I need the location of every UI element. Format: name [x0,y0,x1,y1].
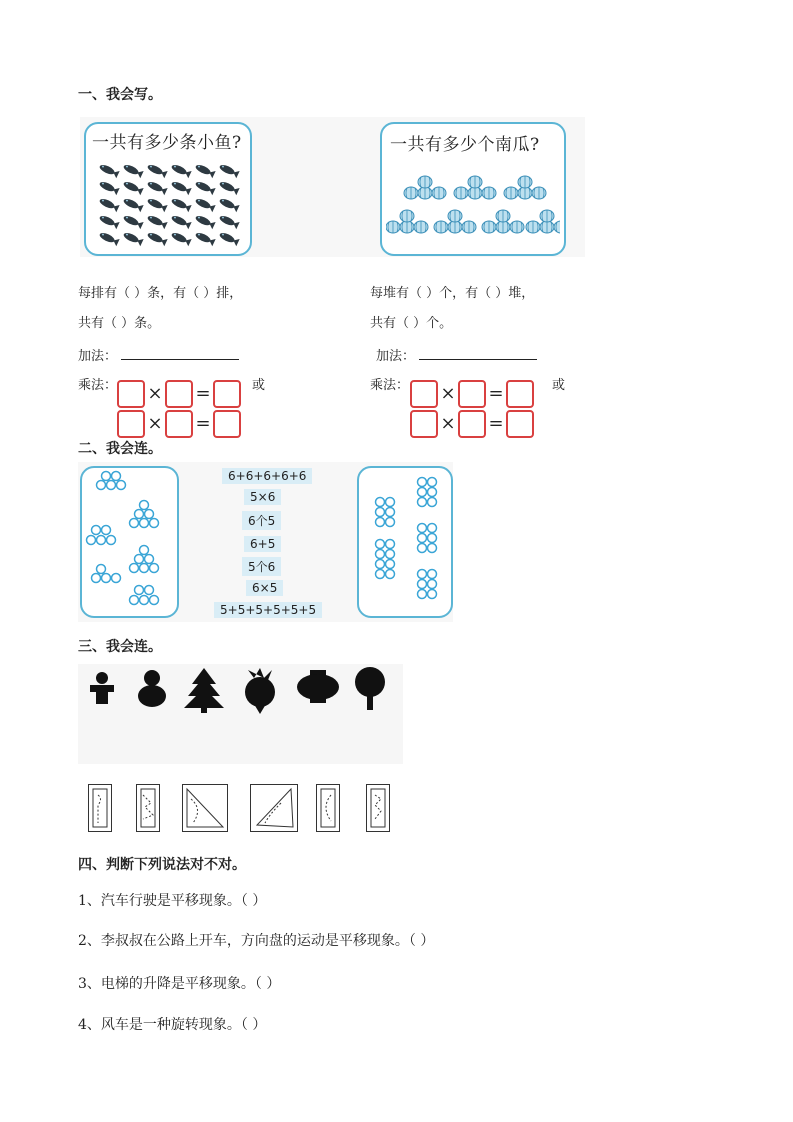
fish-icon [146,231,168,247]
fish-addition-blank[interactable] [121,349,239,360]
folded-paper-arc-icon [317,785,339,831]
answer-box[interactable] [117,380,145,408]
folded-paper-triangle-icon [183,785,227,831]
fish-icon [98,197,120,213]
fish-icon [98,180,120,196]
pumpkin-icon [468,187,482,199]
fish-icon [218,180,240,196]
judgement-item-4: 4、风车是一种旋转现象。（ ） [78,1017,267,1033]
silhouette-row [84,664,394,716]
fish-icon [218,214,240,230]
pumpkin-icon [496,221,510,233]
fish-icon [146,197,168,213]
pumpkin-icon [400,210,414,222]
fish-icon [194,180,216,196]
pine-tree-silhouette-icon [184,668,224,713]
lantern-silhouette-icon [297,670,339,703]
fish-icon [122,214,144,230]
pumpkin-icon [468,176,482,188]
answer-box[interactable] [213,380,241,408]
folded-paper-frame[interactable] [366,784,390,832]
pumpkin-question-line2: 共有（ ）个。 [370,316,453,331]
answer-box[interactable] [165,410,193,438]
fish-question-line2: 共有（ ）条。 [78,316,161,331]
pumpkin-addition-row [376,345,537,364]
pumpkin-icon [518,176,532,188]
fish-icon [122,180,144,196]
pumpkin-addition-label: 加法： [376,349,416,364]
fish-icon [170,197,192,213]
folded-paper-wedge-icon [251,785,297,831]
expression-label[interactable]: 5×6 [244,489,281,505]
section2-heading: 二、我会连。 [78,441,162,457]
circle-groups-panel-right [357,466,453,618]
pumpkin-icon [418,187,432,199]
answer-box[interactable] [165,380,193,408]
judgement-item-1: 1、汽车行驶是平移现象。（ ） [78,893,267,909]
pumpkin-question-line1: 每堆有（ ）个，有（ ）堆， [370,286,535,301]
answer-box[interactable] [458,380,486,408]
expression-label[interactable]: 6+5 [244,536,281,552]
pumpkin-icon [448,221,462,233]
fish-icon [194,214,216,230]
fish-addition-row [78,345,239,364]
fish-icon [98,231,120,247]
pumpkin-icon [526,221,540,233]
fish-icon [194,197,216,213]
pumpkin-icon [454,187,468,199]
times-sign: × [147,383,163,404]
answer-box[interactable] [410,380,438,408]
pumpkin-addition-blank[interactable] [419,349,537,360]
fish-icon [122,197,144,213]
answer-box[interactable] [213,410,241,438]
times-sign: × [440,383,456,404]
fish-icon [170,180,192,196]
pumpkin-pile [482,210,524,233]
pumpkin-mul-row-2 [410,410,534,438]
folded-paper-frame[interactable] [250,784,298,832]
pumpkin-panel [380,122,566,256]
fish-multiplication-label: 乘法： [78,378,118,393]
fish-panel [84,122,252,256]
equals-sign: = [195,413,211,434]
fish-icon [146,163,168,179]
expression-label[interactable]: 5+5+5+5+5+5 [214,602,322,618]
fish-addition-label: 加法： [78,349,118,364]
answer-box[interactable] [506,380,534,408]
pumpkin-icon [448,210,462,222]
pumpkin-icon [432,187,446,199]
pumpkin-icon [510,221,524,233]
folded-paper-tree-icon [137,785,159,831]
answer-box[interactable] [506,410,534,438]
fish-icon [146,180,168,196]
pumpkin-icon [482,187,496,199]
fish-icon [170,163,192,179]
answer-box[interactable] [458,410,486,438]
fish-question-line1: 每排有（ ）条，有（ ）排， [78,286,243,301]
pumpkin-icon [532,187,546,199]
expression-label[interactable]: 6个5 [242,511,281,530]
pumpkin-icon [404,187,418,199]
times-sign: × [147,413,163,434]
pumpkin-pile [434,210,476,233]
pumpkin-icon [462,221,476,233]
fish-icon [218,197,240,213]
folded-paper-frame[interactable] [316,784,340,832]
radish-silhouette-icon [245,668,275,714]
answer-box[interactable] [117,410,145,438]
fish-icon [170,231,192,247]
expression-label[interactable]: 6×5 [246,580,283,596]
answer-box[interactable] [410,410,438,438]
pumpkin-pile [454,176,496,199]
pumpkin-icon [540,221,554,233]
judgement-item-3: 3、电梯的升降是平移现象。（ ） [78,976,281,992]
gourd-silhouette-icon [138,670,166,707]
pumpkin-icon [540,210,554,222]
fish-mul-row-2 [117,410,241,438]
folded-paper-frame[interactable] [88,784,112,832]
fish-icon [98,214,120,230]
pumpkin-panel-title: 一共有多少个南瓜? [390,135,540,155]
section3-heading: 三、我会连。 [78,639,162,655]
folded-paper-notch-icon [367,785,389,831]
fish-icon [218,163,240,179]
pumpkin-pile [526,210,560,233]
pumpkin-icon [414,221,428,233]
fish-mul-row-1 [117,380,241,408]
equals-sign: = [195,383,211,404]
circle-groups-panel-left [80,466,179,618]
pumpkin-icon [418,176,432,188]
pumpkin-multiplication-label: 乘法： [370,378,410,393]
pumpkin-icon [518,187,532,199]
pumpkin-pile [386,210,428,233]
folded-paper-frame[interactable] [182,784,228,832]
section4-heading: 四、判断下列说法对不对。 [78,857,246,873]
folded-paper-figure-icon [89,785,111,831]
pumpkin-or-label: 或 [552,378,566,393]
pumpkin-pile [404,176,446,199]
equals-sign: = [488,383,504,404]
pumpkin-icon [504,187,518,199]
fish-icon [170,214,192,230]
pumpkin-icon [496,210,510,222]
section1-heading: 一、我会写。 [78,87,162,103]
pumpkin-icon [386,221,400,233]
fish-or-label: 或 [252,378,266,393]
expression-label[interactable]: 6+6+6+6+6 [222,468,312,484]
judgement-item-2: 2、李叔叔在公路上开车，方向盘的运动是平移现象。（ ） [78,933,435,949]
fish-panel-title: 一共有多少条小鱼? [92,133,242,153]
pumpkin-icon [400,221,414,233]
pumpkin-piles [386,160,560,248]
folded-paper-frame[interactable] [136,784,160,832]
expression-label[interactable]: 5个6 [242,557,281,576]
pumpkin-mul-row-1 [410,380,534,408]
fish-grid [94,160,242,248]
fish-icon [218,231,240,247]
fish-icon [122,231,144,247]
circle-groups-right [359,468,451,616]
fish-icon [122,163,144,179]
equals-sign: = [488,413,504,434]
figure-silhouette-icon [90,672,114,704]
pumpkin-icon [554,221,560,233]
circle-groups-left [82,468,177,616]
fish-icon [98,163,120,179]
fish-icon [194,163,216,179]
fish-icon [194,231,216,247]
fish-icon [146,214,168,230]
times-sign: × [440,413,456,434]
pumpkin-pile [504,176,546,199]
round-tree-silhouette-icon [355,667,385,710]
pumpkin-icon [434,221,448,233]
pumpkin-icon [482,221,496,233]
